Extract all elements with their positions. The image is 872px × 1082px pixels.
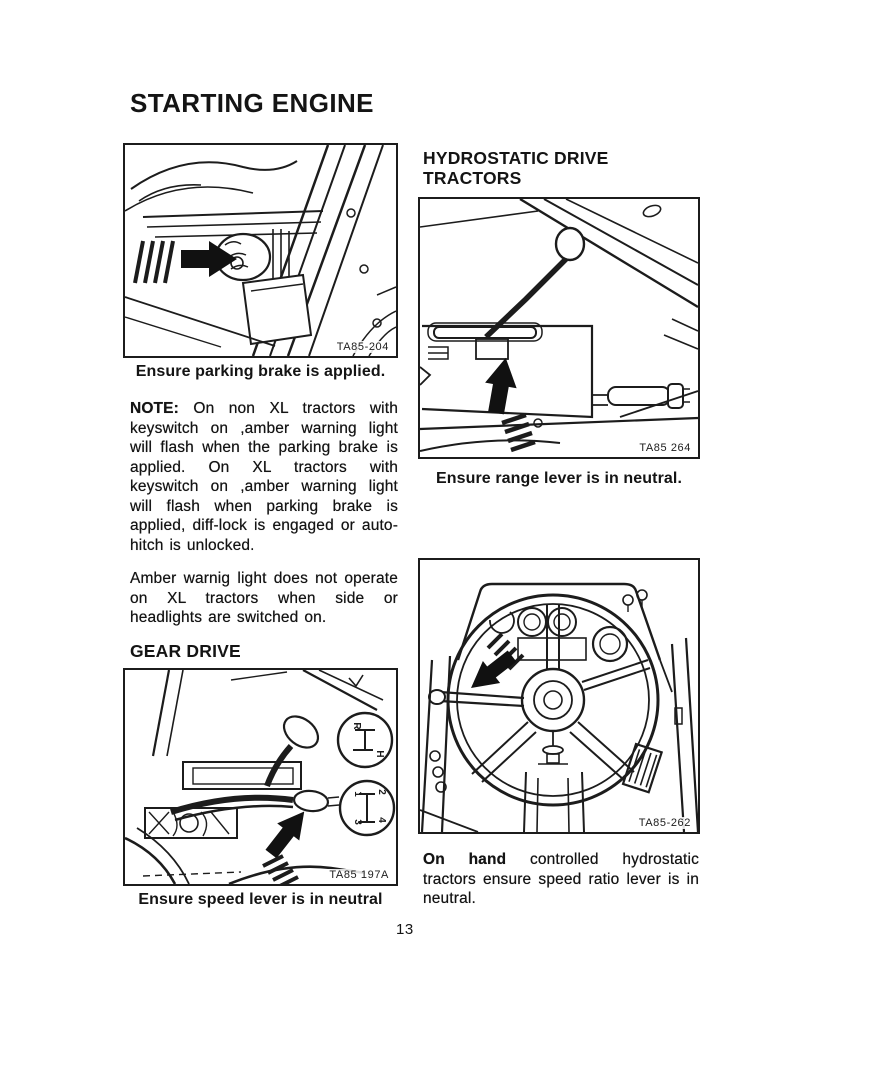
figure-caption-gear: Ensure speed lever is in neutral bbox=[138, 891, 383, 908]
hydrostatic-heading bbox=[423, 148, 609, 188]
hand-controlled-lead: On hand bbox=[423, 851, 507, 868]
figure-gear-drive bbox=[123, 668, 398, 886]
direction-arrow-icon bbox=[480, 355, 521, 416]
steering-wheel-illustration bbox=[420, 560, 698, 832]
amber-paragraph: Amber warnig light does not operate on XL tractors when side or headlights are switched on. bbox=[130, 570, 398, 626]
parking-brake-illustration bbox=[125, 145, 396, 356]
pedal-shape bbox=[623, 744, 662, 792]
hydrostatic-heading-line1: HYDROSTATIC DRIVE bbox=[423, 148, 609, 168]
gear-drive-heading: GEAR DRIVE bbox=[130, 641, 241, 661]
figure-range-lever bbox=[418, 197, 700, 459]
hand-controlled-text: controlled hydrostatic tractors ensure speed ratio lever is in neutral. bbox=[423, 851, 700, 907]
motion-hatch-marks bbox=[502, 415, 535, 450]
shift-number-1: 1 bbox=[352, 791, 363, 797]
figure-code-label: TA85 264 bbox=[639, 442, 691, 454]
gear-drive-illustration bbox=[125, 670, 396, 884]
speed-shift-pattern bbox=[359, 794, 375, 822]
hydrostatic-heading-line2: TRACTORS bbox=[423, 168, 522, 188]
note-paragraph bbox=[130, 399, 398, 555]
shift-number-2: 2 bbox=[376, 789, 387, 795]
figure-parking-brake bbox=[123, 143, 398, 358]
note-label: NOTE: bbox=[130, 400, 179, 417]
range-shift-pattern bbox=[353, 730, 375, 750]
range-lever-illustration bbox=[420, 199, 698, 457]
figure-code-label: TA85-204 bbox=[336, 341, 389, 353]
motion-hatch-marks bbox=[135, 241, 173, 283]
shift-letter-r: R bbox=[351, 722, 362, 730]
page-title: STARTING ENGINE bbox=[130, 88, 374, 118]
direction-arrow-icon bbox=[260, 803, 315, 863]
shift-letter-h: H bbox=[374, 750, 385, 758]
shift-number-4: 4 bbox=[376, 817, 387, 823]
note-text: On non XL tractors with keyswitch on ,amber warning light will flash when the parking brake is applied. On XL tractors with keyswitch on ,amber warning light will flash when parking brake is applied, diff-lock is engaged or auto-hitch is unlocked. bbox=[130, 400, 398, 554]
page-number: 13 bbox=[396, 921, 414, 938]
figure-code-label: TA85 197A bbox=[329, 869, 389, 881]
hand-controlled-paragraph bbox=[423, 850, 699, 909]
figure-code-label: TA85-262 bbox=[638, 817, 691, 829]
figure-steering-wheel bbox=[418, 558, 700, 834]
shift-number-3: 3 bbox=[352, 819, 363, 825]
figure-caption-parking-brake: Ensure parking brake is applied. bbox=[135, 363, 386, 380]
figure-caption-range: Ensure range lever is in neutral. bbox=[435, 470, 683, 487]
